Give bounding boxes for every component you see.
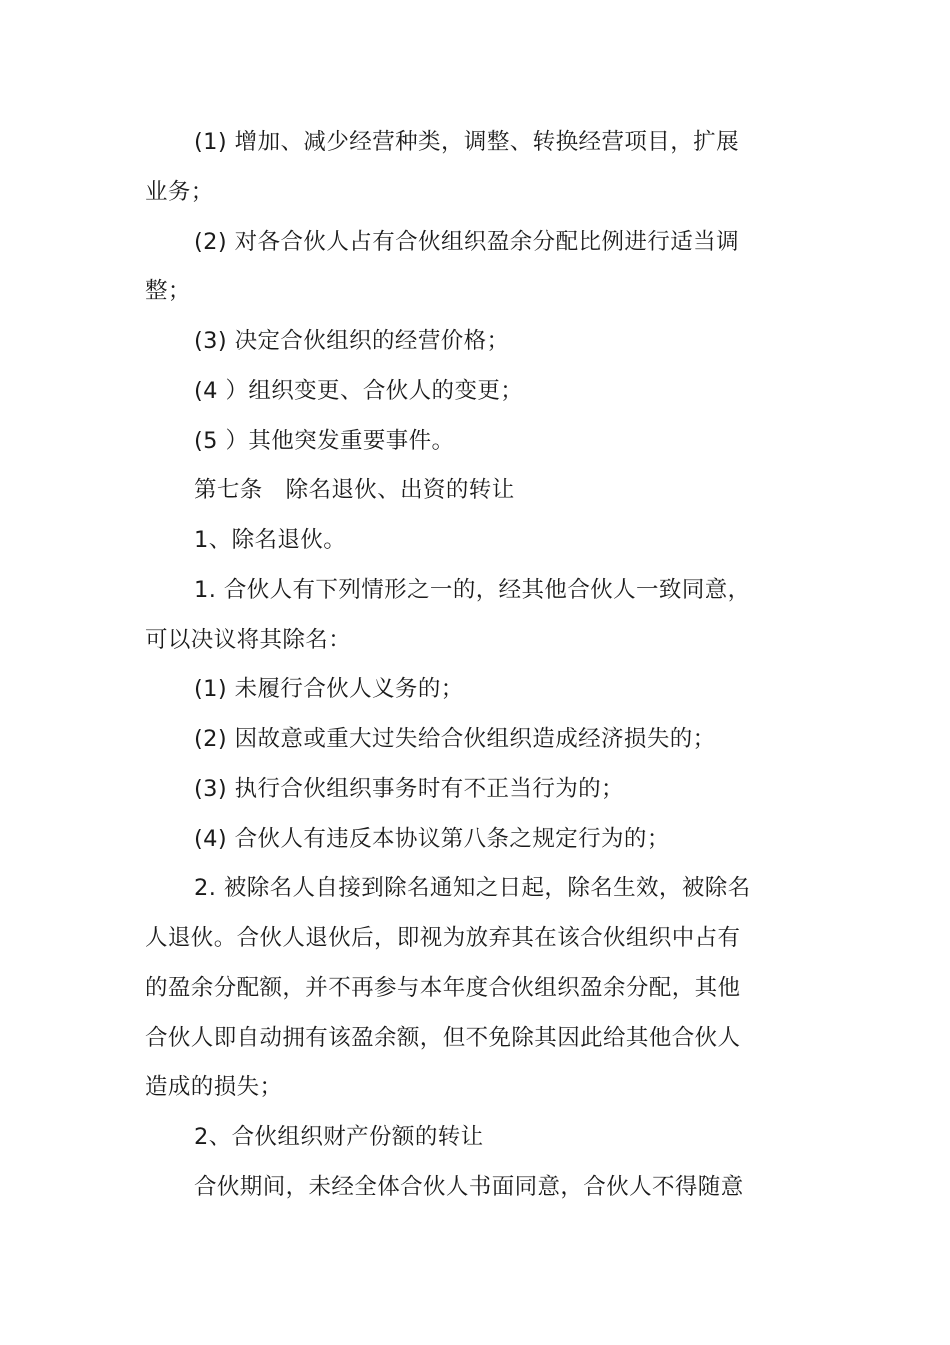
paragraph-line: (2) 因故意或重大过失给合伙组织造成经济损失的；	[194, 726, 716, 752]
subsection-heading: 1、除名退伙。	[194, 527, 347, 553]
paragraph-line: 1. 合伙人有下列情形之一的，经其他合伙人一致同意，	[194, 577, 751, 603]
paragraph-line: 可以决议将其除名：	[145, 627, 352, 653]
paragraph-line: 合伙人即自动拥有该盈余额，但不免除其因此给其他合伙人	[145, 1025, 741, 1051]
paragraph-line: (3) 决定合伙组织的经营价格；	[194, 328, 510, 354]
paragraph-line: 2. 被除名人自接到除名通知之日起，除名生效，被除名	[194, 875, 751, 901]
paragraph-line: 整；	[145, 278, 191, 304]
paragraph-line: (5 ）其他突发重要事件。	[194, 428, 455, 454]
paragraph-line: 的盈余分配额，并不再参与本年度合伙组织盈余分配，其他	[145, 975, 741, 1001]
paragraph-line: (1) 未履行合伙人义务的；	[194, 676, 464, 702]
paragraph-line: (3) 执行合伙组织事务时有不正当行为的；	[194, 776, 624, 802]
paragraph-line: (4) 合伙人有违反本协议第八条之规定行为的；	[194, 826, 670, 852]
paragraph-line: (2) 对各合伙人占有合伙组织盈余分配比例进行适当调	[194, 229, 739, 255]
paragraph-line: (1) 增加、减少经营种类，调整、转换经营项目，扩展	[194, 129, 739, 155]
paragraph-line: 合伙期间，未经全体合伙人书面同意，合伙人不得随意	[194, 1174, 744, 1200]
section-heading: 第七条 除名退伙、出资的转让	[194, 477, 515, 503]
paragraph-line: 业务；	[145, 179, 214, 205]
subsection-heading: 2、合伙组织财产份额的转让	[194, 1124, 484, 1150]
paragraph-line: 造成的损失；	[145, 1074, 283, 1100]
paragraph-line: 人退伙。合伙人退伙后，即视为放弃其在该合伙组织中占有	[145, 925, 741, 951]
paragraph-line: (4 ）组织变更、合伙人的变更；	[194, 378, 524, 404]
